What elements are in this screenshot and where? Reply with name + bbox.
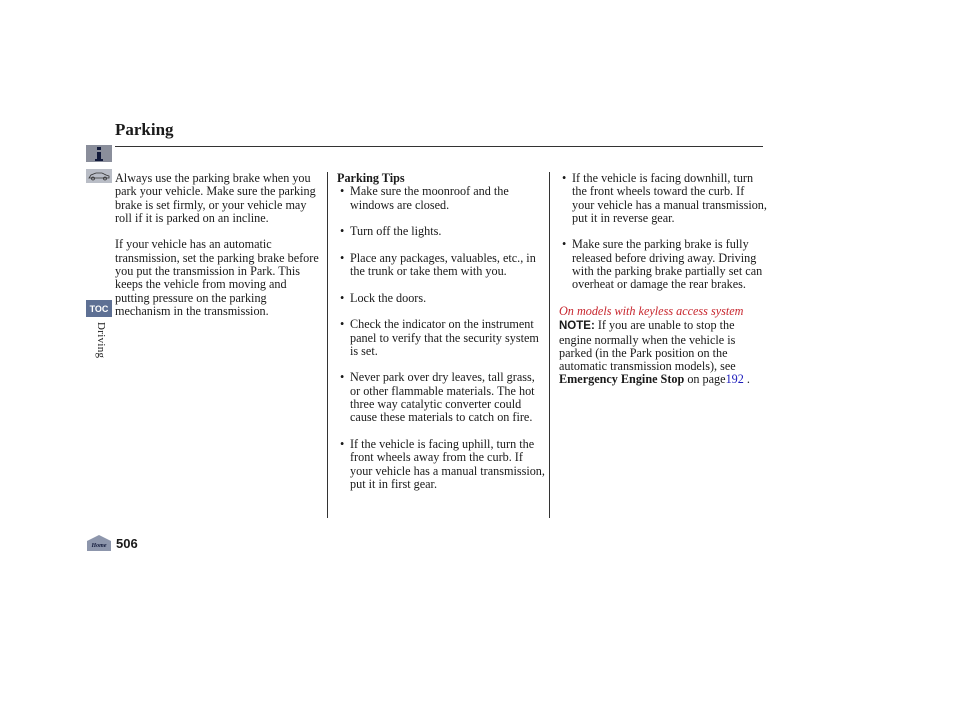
list-item xyxy=(337,438,547,491)
title-rule xyxy=(115,146,763,147)
tip-text: Lock the doors. xyxy=(350,290,427,305)
tip-text: Make sure the moonroof and the windows are closed. xyxy=(350,184,509,212)
tip-text: Make sure the parking brake is fully released before driving away. Driving with the parking brake partially set can overheat or damage the rear brakes. xyxy=(572,237,763,292)
tip-text: Turn off the lights. xyxy=(350,224,442,239)
tip-text: If the vehicle is facing uphill, turn the front wheels away from the curb. If your vehicle has a manual transmission, put it in first gear. xyxy=(350,436,545,491)
bullet: • xyxy=(340,290,345,305)
page-link[interactable]: 192 xyxy=(725,372,744,387)
tip-text: Place any packages, valuables, etc., in the trunk or take them with you. xyxy=(350,250,536,279)
info-glyph xyxy=(94,147,104,161)
list-item xyxy=(337,292,547,305)
note-on: on xyxy=(687,372,700,387)
info-icon[interactable] xyxy=(86,145,112,162)
page-title: Parking xyxy=(115,120,174,139)
page-number: 506 xyxy=(116,536,138,551)
parking-tips-heading: Parking Tips xyxy=(337,171,405,185)
list-item xyxy=(559,238,769,291)
list-item xyxy=(337,185,547,212)
note-end: . xyxy=(746,372,750,387)
bullet: • xyxy=(562,237,567,252)
list-item xyxy=(337,371,547,424)
automatic-paragraph: If your vehicle has an automatic transmission, set the parking brake before you put the transmission in Park. This keeps the vehicle from moving and putting pressure on the parking mechanism in the transmission. xyxy=(115,237,319,318)
bullet: • xyxy=(340,370,345,385)
note-paragraph xyxy=(559,319,769,386)
list-item xyxy=(337,252,547,279)
car-glyph xyxy=(87,171,111,181)
note-page-prefix: page xyxy=(702,372,726,387)
column-3 xyxy=(559,172,769,387)
home-icon xyxy=(86,535,112,551)
home-label: Home xyxy=(91,543,107,549)
bullet: • xyxy=(340,436,345,451)
bullet: • xyxy=(562,171,567,185)
column-1 xyxy=(115,172,320,332)
bullet: • xyxy=(340,224,345,239)
tip-text: Never park over dry leaves, tall grass, or other flammable materials. The hot three way catalytic converter could cause these materials to catch on fire. xyxy=(350,370,535,425)
model-note: On models with keyless access system xyxy=(559,303,744,318)
toc-button[interactable]: TOC xyxy=(86,300,112,317)
home-button[interactable] xyxy=(86,535,112,551)
list-item xyxy=(559,172,769,225)
note-label: NOTE: xyxy=(559,320,595,333)
tip-text: Check the indicator on the instrument panel to verify that the security system is set. xyxy=(350,317,539,358)
column-2 xyxy=(337,172,547,504)
list-item xyxy=(337,318,547,358)
intro-paragraph: Always use the parking brake when you park your vehicle. Make sure the parking brake is set firmly, or your vehicle may roll if it is parked on an incline. xyxy=(115,171,316,225)
note-text: If you are unable to stop the engine normally when the vehicle is parked (in the Park position on the automatic transmission models), see xyxy=(559,318,736,374)
tip-text: If the vehicle is facing downhill, turn the front wheels toward the curb. If your vehicle has a manual transmission, put it in reverse gear. xyxy=(572,171,767,225)
column-divider-2 xyxy=(549,172,550,518)
bullet: • xyxy=(340,317,345,332)
note-bold-ref: Emergency Engine Stop xyxy=(559,372,685,387)
column-divider-1 xyxy=(327,172,328,518)
parking-tips-list-continued xyxy=(559,172,769,292)
section-label: Driving xyxy=(95,322,107,359)
parking-tips-list xyxy=(337,185,547,491)
car-icon[interactable] xyxy=(86,169,112,183)
list-item xyxy=(337,225,547,238)
bullet: • xyxy=(340,184,345,199)
bullet: • xyxy=(340,250,345,265)
